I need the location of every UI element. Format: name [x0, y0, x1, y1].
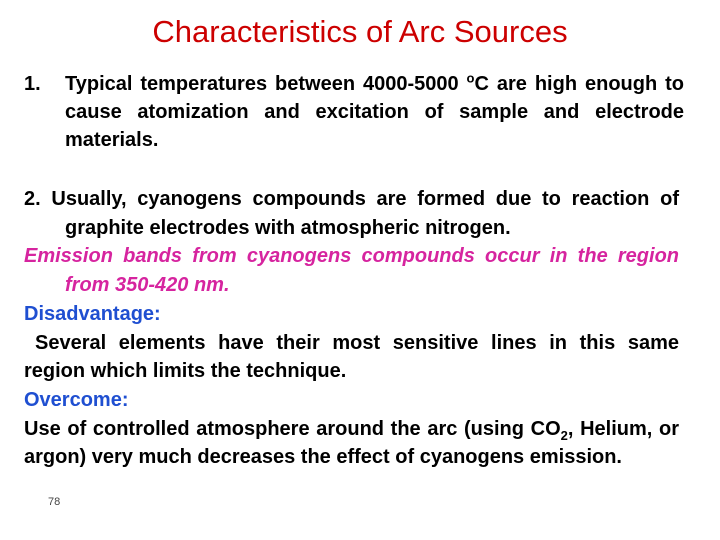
- overcome-text: [24, 415, 679, 472]
- degree-superscript: o: [466, 70, 475, 86]
- page-number: 78: [48, 496, 61, 508]
- list-item-1: [24, 70, 684, 154]
- disadvantage-text: [24, 329, 679, 386]
- list-item-2: 2. Usually, cyanogens compounds are formed due to reaction of graphite electrodes with atmospheric nitrogen.: [24, 188, 679, 239]
- list-number: 1.: [24, 73, 41, 95]
- disadvantage-heading: Disadvantage:: [24, 302, 161, 325]
- overcome-text-b: , Helium, or argon) very much decreases the effect of cyanogens emission.: [24, 417, 679, 469]
- slide-title: Characteristics of Arc Sources: [152, 14, 568, 49]
- overcome-text-a: Use of controlled atmosphere around the arc (using CO: [24, 417, 561, 440]
- content-block-2: [24, 185, 679, 472]
- emission-note: Emission bands from cyanogens compounds occur in the region from 350-420 nm.: [24, 245, 679, 297]
- temperature-text: Typical temperatures between 4000-5000: [65, 73, 467, 95]
- overcome-heading: Overcome:: [24, 388, 129, 411]
- list-item-1-text: [24, 70, 684, 154]
- disadvantage-text-span: Several elements have their most sensitive lines in this same region which limits the technique.: [24, 331, 679, 383]
- co2-subscript: 2: [560, 427, 568, 443]
- temperature-text-rest: C are high enough to cause atomization and excitation of sample and electrode materials.: [65, 73, 684, 151]
